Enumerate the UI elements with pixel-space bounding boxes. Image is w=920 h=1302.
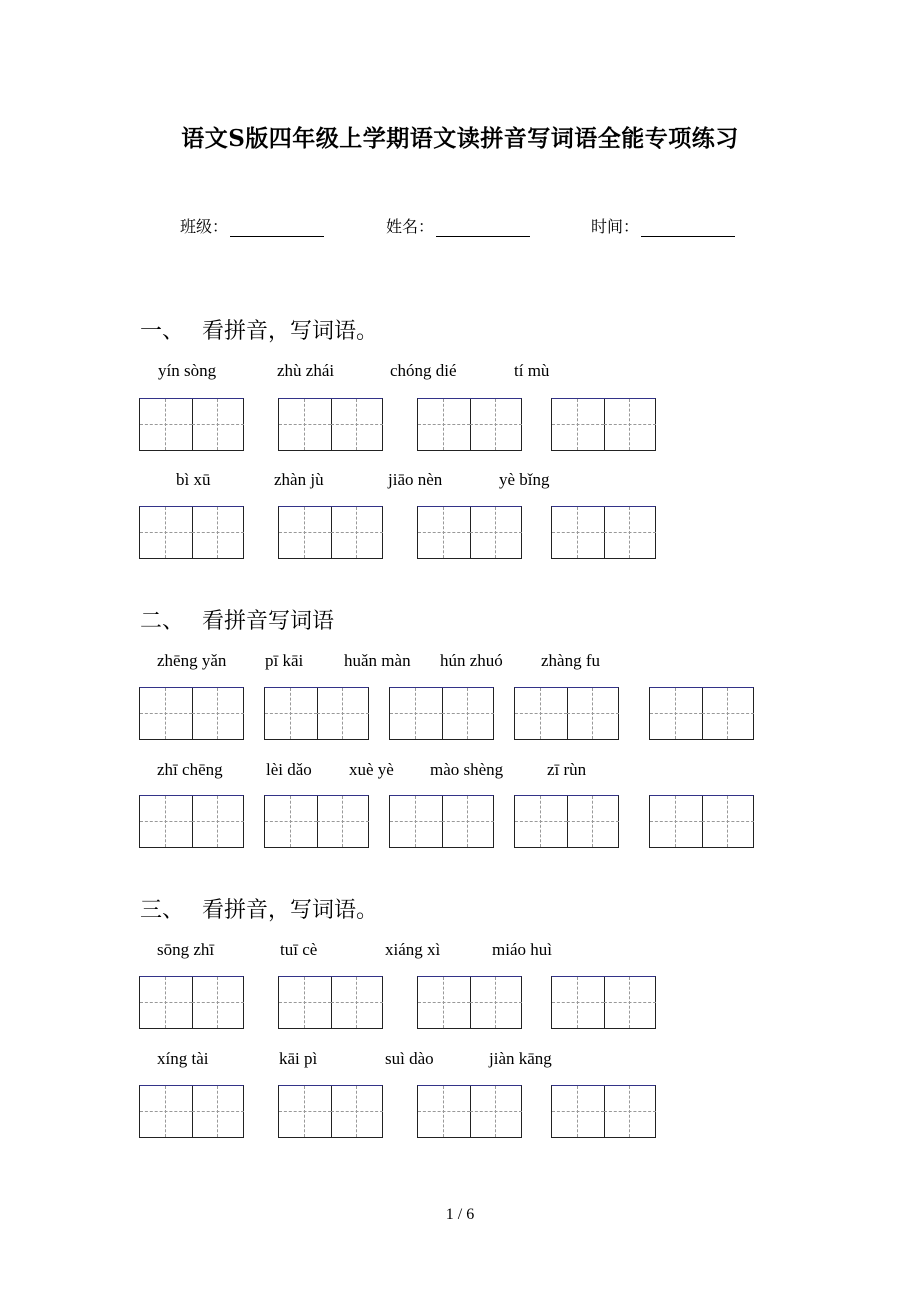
pinyin-label: bì xū [176, 470, 211, 489]
pinyin-label: xuè yè [349, 760, 394, 779]
guide-line-horizontal [317, 713, 369, 714]
writing-cell[interactable] [552, 507, 605, 558]
writing-cell[interactable] [567, 796, 619, 847]
guide-line-horizontal [317, 821, 369, 822]
writing-grid[interactable] [278, 976, 383, 1029]
guide-line-horizontal [470, 1002, 522, 1003]
page-title: 语文S版四年级上学期语文读拼音写词语全能专项练习 [181, 125, 739, 152]
writing-cell[interactable] [515, 796, 568, 847]
guide-line-horizontal [604, 1111, 656, 1112]
pinyin-label: xíng tài [157, 1049, 209, 1068]
guide-line-horizontal [192, 532, 244, 533]
section-heading-text: 看拼音写词语 [202, 609, 335, 634]
writing-cell[interactable] [140, 688, 193, 739]
writing-grid[interactable] [649, 795, 754, 848]
writing-cell[interactable] [418, 977, 471, 1028]
writing-cell[interactable] [442, 796, 494, 847]
writing-cell[interactable] [279, 977, 332, 1028]
writing-cell[interactable] [552, 977, 605, 1028]
pinyin-label: zhēng yǎn [157, 651, 227, 670]
guide-line-horizontal [140, 1002, 192, 1003]
name-label: 姓名： [386, 217, 435, 236]
writing-cell[interactable] [192, 688, 244, 739]
writing-grid[interactable] [278, 506, 383, 559]
writing-cell[interactable] [140, 507, 193, 558]
pinyin-label: zhù zhái [277, 361, 335, 380]
writing-cell[interactable] [140, 399, 193, 450]
pinyin-label: zī rùn [547, 760, 587, 779]
writing-grid[interactable] [139, 1085, 244, 1138]
writing-grid[interactable] [551, 976, 656, 1029]
writing-cell[interactable] [279, 1086, 332, 1137]
writing-grid[interactable] [389, 687, 494, 740]
writing-grid[interactable] [649, 687, 754, 740]
pinyin-label: jiàn kāng [489, 1049, 552, 1068]
writing-grid[interactable] [139, 795, 244, 848]
guide-line-horizontal [418, 1002, 470, 1003]
writing-cell[interactable] [140, 1086, 193, 1137]
guide-line-horizontal [418, 424, 470, 425]
guide-line-horizontal [331, 424, 383, 425]
guide-line-horizontal [140, 532, 192, 533]
writing-grid[interactable] [514, 795, 619, 848]
writing-cell[interactable] [265, 796, 318, 847]
writing-cell[interactable] [650, 796, 703, 847]
writing-grid[interactable] [139, 976, 244, 1029]
writing-grid[interactable] [514, 687, 619, 740]
guide-line-horizontal [192, 424, 244, 425]
writing-cell[interactable] [279, 507, 332, 558]
section-heading [140, 604, 334, 635]
guide-line-horizontal [604, 532, 656, 533]
writing-grid[interactable] [278, 398, 383, 451]
writing-cell[interactable] [390, 688, 443, 739]
guide-line-horizontal [702, 821, 754, 822]
writing-cell[interactable] [604, 977, 656, 1028]
pinyin-label: mào shèng [430, 760, 504, 779]
pinyin-label: pī kāi [265, 651, 304, 670]
pinyin-label: chóng dié [390, 361, 457, 380]
guide-line-horizontal [331, 1002, 383, 1003]
guide-line-horizontal [702, 713, 754, 714]
writing-cell[interactable] [390, 796, 443, 847]
writing-cell[interactable] [442, 688, 494, 739]
writing-grid[interactable] [551, 506, 656, 559]
guide-line-horizontal [140, 713, 192, 714]
pinyin-label: sōng zhī [157, 940, 215, 959]
guide-line-horizontal [279, 424, 331, 425]
guide-line-horizontal [604, 1002, 656, 1003]
pinyin-label: yín sòng [158, 361, 217, 380]
pinyin-label: suì dào [385, 1049, 434, 1068]
guide-line-horizontal [265, 713, 317, 714]
writing-cell[interactable] [418, 399, 471, 450]
pinyin-label: tí mù [514, 361, 550, 380]
guide-line-horizontal [192, 821, 244, 822]
time-field[interactable] [591, 214, 735, 237]
class-blank[interactable] [230, 218, 324, 237]
writing-cell[interactable] [552, 1086, 605, 1137]
class-label: 班级： [180, 217, 229, 236]
guide-line-horizontal [650, 821, 702, 822]
writing-grid[interactable] [551, 398, 656, 451]
section-heading-text: 看拼音，写词语。 [202, 319, 379, 344]
guide-line-horizontal [552, 1111, 604, 1112]
time-label: 时间： [591, 217, 640, 236]
guide-line-horizontal [567, 821, 619, 822]
pinyin-label: yè bǐng [499, 470, 550, 489]
pinyin-label: hún zhuó [440, 651, 503, 670]
guide-line-horizontal [515, 713, 567, 714]
guide-line-horizontal [390, 821, 442, 822]
pinyin-label: kāi pì [279, 1049, 318, 1068]
writing-cell[interactable] [567, 688, 619, 739]
section-heading [140, 314, 378, 345]
pinyin-label: zhī chēng [157, 760, 223, 779]
class-field[interactable] [180, 214, 324, 237]
guide-line-horizontal [470, 424, 522, 425]
writing-cell[interactable] [702, 688, 754, 739]
guide-line-horizontal [552, 424, 604, 425]
guide-line-horizontal [390, 713, 442, 714]
writing-cell[interactable] [702, 796, 754, 847]
guide-line-horizontal [470, 1111, 522, 1112]
writing-cell[interactable] [552, 399, 605, 450]
page-number: 1 / 6 [445, 1206, 475, 1223]
section-number: 三、 [140, 898, 185, 923]
pinyin-label: lèi dǎo [266, 760, 312, 779]
writing-cell[interactable] [470, 1086, 522, 1137]
pinyin-label: huǎn màn [344, 651, 411, 670]
guide-line-horizontal [331, 532, 383, 533]
writing-cell[interactable] [604, 1086, 656, 1137]
guide-line-horizontal [140, 424, 192, 425]
writing-cell[interactable] [192, 399, 244, 450]
guide-line-horizontal [140, 1111, 192, 1112]
guide-line-horizontal [331, 1111, 383, 1112]
writing-cell[interactable] [331, 399, 383, 450]
writing-cell[interactable] [331, 1086, 383, 1137]
pinyin-label: zhàn jù [274, 470, 324, 489]
writing-grid[interactable] [139, 687, 244, 740]
writing-grid[interactable] [278, 1085, 383, 1138]
pinyin-label: zhàng fu [541, 651, 601, 670]
writing-grid[interactable] [417, 398, 522, 451]
writing-cell[interactable] [515, 688, 568, 739]
section-number: 二、 [140, 609, 185, 634]
writing-cell[interactable] [331, 507, 383, 558]
time-blank[interactable] [641, 218, 735, 237]
writing-cell[interactable] [140, 796, 193, 847]
writing-grid[interactable] [139, 398, 244, 451]
writing-grid[interactable] [417, 506, 522, 559]
writing-cell[interactable] [265, 688, 318, 739]
pinyin-label: miáo huì [492, 940, 552, 959]
writing-cell[interactable] [192, 796, 244, 847]
writing-cell[interactable] [470, 977, 522, 1028]
guide-line-horizontal [442, 713, 494, 714]
guide-line-horizontal [567, 713, 619, 714]
guide-line-horizontal [192, 713, 244, 714]
writing-grid[interactable] [417, 976, 522, 1029]
guide-line-horizontal [650, 713, 702, 714]
writing-cell[interactable] [331, 977, 383, 1028]
writing-cell[interactable] [317, 688, 369, 739]
writing-cell[interactable] [192, 977, 244, 1028]
writing-grid[interactable] [139, 506, 244, 559]
writing-cell[interactable] [604, 399, 656, 450]
writing-grid[interactable] [551, 1085, 656, 1138]
name-blank[interactable] [436, 218, 530, 237]
writing-cell[interactable] [650, 688, 703, 739]
guide-line-horizontal [442, 821, 494, 822]
guide-line-horizontal [552, 1002, 604, 1003]
section-heading-text: 看拼音，写词语。 [202, 898, 379, 923]
writing-cell[interactable] [279, 399, 332, 450]
guide-line-horizontal [279, 1111, 331, 1112]
guide-line-horizontal [192, 1002, 244, 1003]
writing-cell[interactable] [418, 1086, 471, 1137]
guide-line-horizontal [418, 1111, 470, 1112]
guide-line-horizontal [279, 532, 331, 533]
guide-line-horizontal [470, 532, 522, 533]
writing-grid[interactable] [417, 1085, 522, 1138]
writing-grid[interactable] [264, 687, 369, 740]
pinyin-label: jiāo nèn [388, 470, 443, 489]
guide-line-horizontal [552, 532, 604, 533]
writing-cell[interactable] [418, 507, 471, 558]
writing-cell[interactable] [192, 1086, 244, 1137]
guide-line-horizontal [279, 1002, 331, 1003]
guide-line-horizontal [515, 821, 567, 822]
writing-cell[interactable] [317, 796, 369, 847]
guide-line-horizontal [192, 1111, 244, 1112]
writing-cell[interactable] [192, 507, 244, 558]
section-number: 一、 [140, 319, 185, 344]
pinyin-label: tuī cè [280, 940, 318, 959]
writing-cell[interactable] [604, 507, 656, 558]
pinyin-label: xiáng xì [385, 940, 441, 959]
writing-grid[interactable] [389, 795, 494, 848]
writing-cell[interactable] [470, 507, 522, 558]
guide-line-horizontal [418, 532, 470, 533]
guide-line-horizontal [265, 821, 317, 822]
name-field[interactable] [386, 214, 530, 237]
writing-grid[interactable] [264, 795, 369, 848]
writing-cell[interactable] [140, 977, 193, 1028]
section-heading [140, 893, 378, 924]
guide-line-horizontal [604, 424, 656, 425]
writing-cell[interactable] [470, 399, 522, 450]
guide-line-horizontal [140, 821, 192, 822]
